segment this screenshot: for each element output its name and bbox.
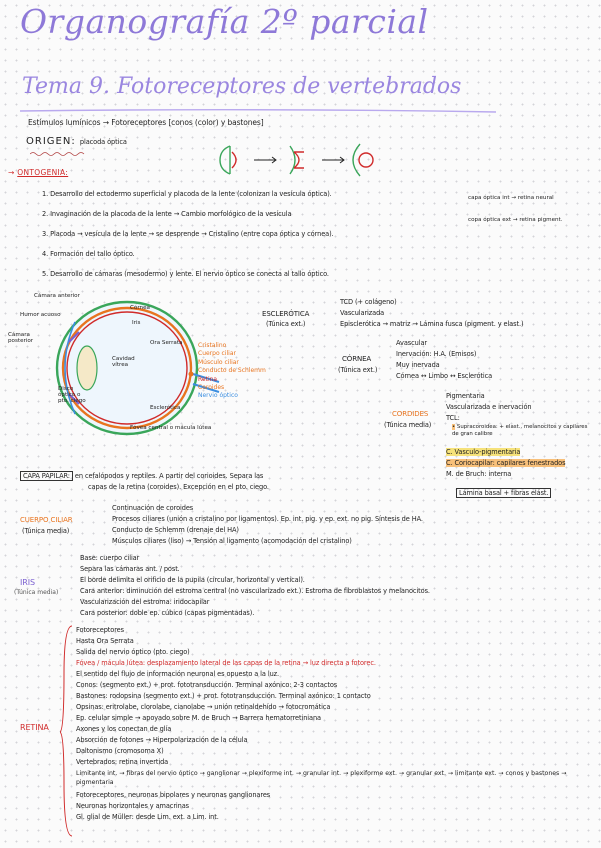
cornea-label: CÓRNEA [342, 355, 372, 363]
ontogenia-step-3: 3. Placoda → vesícula de la lente → se desprende → Cristalino (entre copa óptica y córnea). [42, 230, 334, 238]
arrow-icon: → [102, 118, 109, 127]
cornea-item-4: Córnea ↔ Limbo ↔ Esclerótica [396, 372, 493, 380]
coroides-item-3: TCL: [446, 414, 460, 422]
coroides-item-6: C. Coriocapilar: capilares fenestrados [446, 459, 566, 467]
label-disco-optico: Disco óptico o pto. ciego [58, 386, 86, 404]
coroides-sub: (Túnica media) [384, 421, 432, 429]
copa-note-2: copa óptica ext → retina pigment. [468, 217, 563, 223]
retina-item-10: Axones y los conectan de glía [76, 725, 172, 733]
origen-line [26, 136, 127, 147]
retina-item-6: Conos: (segmento ext.) + prot. fototransducción. Terminal axónico: 2-3 contactos [76, 681, 338, 689]
page-title: Organografía 2º parcial [20, 2, 429, 41]
cornea-item-3: Muy inervada [396, 361, 440, 369]
cuerpo-ciliar-label: CUERPO CILIAR [20, 516, 73, 524]
iris-label: IRIS [20, 578, 35, 587]
cornea-item-1: Avascular [396, 339, 427, 347]
legend-musculo-ciliar: Músculo ciliar [198, 358, 239, 366]
eye-legend [198, 342, 266, 401]
cuerpo-ciliar-item-4: Músculos ciliares (liso) → Tensión al ligamento (acomodación del cristalino) [112, 537, 352, 545]
legend-cristalino: Cristalino [198, 342, 227, 349]
intro-bracket: [conos (color) y bastones] [168, 118, 264, 127]
cornea-item-2: Inervación: H.A. (Emisos) [396, 350, 477, 358]
origen-text: placoda óptica [79, 138, 127, 146]
esclerotica-label: ESCLERÓTICA [262, 310, 310, 318]
subtitle-underline [18, 108, 498, 114]
papilar-line-1: CAPA PAPILAR: en cefalópodos y reptiles. A partir del corioides. Separa las [20, 472, 263, 481]
esclerotica-item-3: Episclerótica → matriz → Lámina fusca (pigment. y elast.) [340, 320, 524, 328]
cuerpo-ciliar-item-2: Procesos ciliares (unión a cristalino por ligamentos). Ep. int. pig. y ep. ext. no pig. Síntesis de HA. [112, 515, 423, 523]
retina-item-1: Fotoreceptores [76, 626, 124, 634]
coroides-item-1: Pigmentaria [446, 392, 485, 400]
placode-diagram [210, 140, 380, 180]
iris-item-5: Vascularización del estroma: iridocapilar [80, 598, 210, 606]
origen-label: ORIGEN: [26, 136, 76, 147]
iris-item-4: Cara anterior: diminución del estroma central (no vascularizado ext.). Estroma de fibroblastos y melanocitos. [80, 587, 430, 595]
iris-item-3: El borde delimita el orificio de la pupila (circular, horizontal y vertical). [80, 576, 305, 584]
cornea-sub: (Túnica ext.) [338, 366, 378, 374]
coroides-item-4: • Supracoroidea: + elast., melanocitos y capilares de gran calibre [452, 424, 588, 438]
intro-fotorec: Fotoreceptores [111, 118, 167, 127]
retina-item-4: Fóvea / mácula lútea: desplazamiento lateral de las capas de la retina → luz directa a fotorec. [76, 659, 376, 667]
cuerpo-ciliar-sub: (Túnica media) [22, 527, 70, 535]
ontogenia-step-5: 5. Desarrollo de cámaras (mesodermo) y lente. El nervio óptico se conecta al tallo óptico. [42, 270, 329, 278]
iris-item-2: Separa las cámaras ant. / post. [80, 565, 180, 573]
retina-item-5: El sentido del flujo de información neuronal es opuesto a la luz. [76, 670, 280, 678]
coroides-label: CORDIDES [392, 410, 429, 418]
esclerotica-item-1: TCD (+ colágeno) [340, 298, 397, 306]
legend-nervio-optico: Nervio óptico [198, 392, 238, 400]
ontogenia-step-4: 4. Formación del tallo óptico. [42, 250, 135, 258]
iris-item-6: Cara posterior: doble ep. cúbico (capas pigmentadas). [80, 609, 255, 617]
retina-item-7: Bastones: rodopsina (segmento ext.) + prot. fototransducción. Terminal axónico: 1 contacto [76, 692, 371, 700]
retina-item-16: Neuronas horizontales y amacrinas [76, 802, 190, 810]
retina-item-17: Gl. glial de Müller: desde Lim. ext. a Lim. int. [76, 813, 219, 821]
copa-note-1: capa óptica int → retina neural [468, 195, 554, 201]
coroides-extra: Lámina basal + fibras elást. [456, 489, 551, 498]
legend-cuerpo-ciliar: Cuerpo ciliar [198, 350, 236, 358]
retina-item-14: Limitante int. → fibras del nervio óptico → ganglionar → plexiforme int. → granular int. → plexiforme ext. → granular ext. → limitante ext. → conos y bastones → pigmentaria [76, 770, 567, 786]
retina-item-11: Absorción de fotones → Hiperpolarización de la célula [76, 736, 248, 744]
label-cavidad-vitrea: Cavidad vítrea [112, 356, 135, 368]
intro-line [28, 118, 264, 127]
retina-item-8: Opsinas: eritrolabe, clorolabe, cianolabe → unión retinaldehído → fotocromática [76, 703, 331, 711]
retina-item-2: Hasta Ora Serrata [76, 637, 134, 645]
label-cornea: Córnea [130, 305, 150, 311]
retina-item-15: Fotoreceptores, neuronas bipolares y neuronas ganglionares [76, 791, 271, 799]
label-ora-serrata: Ora Serrata [150, 340, 183, 346]
esclerotica-sub: (Túnica ext.) [266, 320, 306, 328]
legend-retina: Retina [198, 375, 218, 383]
page-subtitle: Tema 9. Fotoreceptores de vertebrados [22, 74, 462, 99]
coroides-item-2: Vascularizada e inervación [446, 403, 532, 411]
label-camara-anterior: Cámara anterior [34, 293, 80, 299]
wavy-underline-icon [30, 151, 90, 157]
retina-item-13: Vertebrados: retina invertida [76, 758, 169, 766]
label-iris: Iris [132, 320, 141, 326]
retina-item-3: Salida del nervio óptico (pto. ciego) [76, 648, 190, 656]
legend-schlemm: Conducto de Schlemm [198, 367, 266, 375]
iris-sub: (Túnica media) [14, 589, 59, 596]
esclerotica-item-2: Vascularizada [340, 309, 385, 317]
iris-item-1: Base: cuerpo ciliar [80, 554, 140, 562]
retina-item-9: Ep. celular simple → apoyado sobre M. de Bruch → Barrera hematorretiniana [76, 714, 321, 722]
coroides-item-7: M. de Bruch: interna [446, 470, 512, 478]
papilar-line-2: capas de la retina (coroides). Excepción en el pto. ciego. [88, 483, 269, 491]
label-humor-acuoso: Humor acuoso [20, 312, 61, 318]
ontogenia-label: → ONTOGENIA: [8, 168, 69, 177]
cuerpo-ciliar-item-1: Continuación de coroides [112, 504, 194, 512]
retina-brace [60, 624, 74, 839]
legend-coroides: Coroides [198, 384, 225, 392]
retina-label: RETINA [20, 723, 49, 732]
retina-item-12: Daltonismo (cromosoma X) [76, 747, 164, 755]
cuerpo-ciliar-item-3: Conducto de Schlemm (drenaje del HA) [112, 526, 239, 534]
label-esclerotica: Esclerótica [150, 405, 181, 411]
ontogenia-step-1: 1. Desarrollo del ectodermo superficial y placoda de la lente (colonizan la vesícula óptica). [42, 190, 332, 198]
ontogenia-step-2: 2. Invaginación de la placoda de la lente → Cambio morfológico de la vesícula [42, 210, 292, 218]
intro-estimulos: Estímulos lumínicos [28, 118, 101, 127]
label-camara-posterior: Cámara posterior [8, 332, 34, 344]
label-fovea: Fóvea central o mácula lútea [130, 425, 212, 431]
coroides-item-5: C. Vasculo-pigmentaria [446, 448, 521, 456]
